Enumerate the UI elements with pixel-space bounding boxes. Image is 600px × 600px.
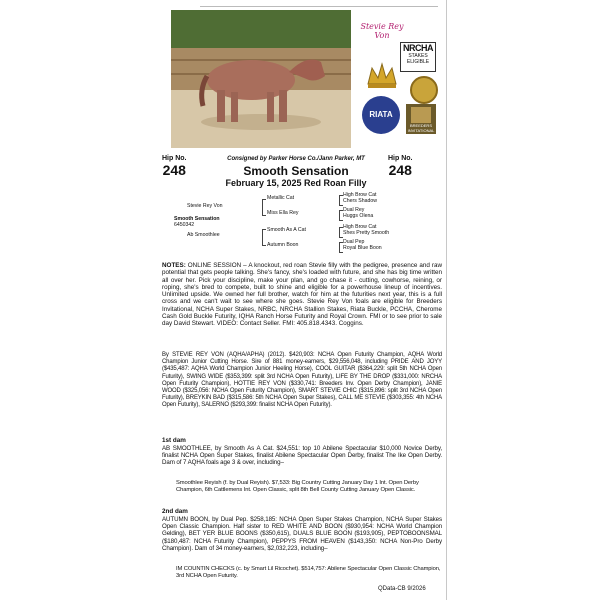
notes-label: NOTES:: [162, 262, 186, 269]
notes-paragraph: [162, 262, 442, 328]
pedigree-sire-sire: Metallic Cat: [267, 195, 295, 201]
second-dam-heading: 2nd dam: [162, 508, 188, 515]
pedigree-g4: Huggs Olena: [343, 213, 374, 219]
first-dam-produce: Smoothlee Reyish (f. by Dual Reyish). $7,533: Big Country Cutting January Day 1 Int. Open Derby Champion, 6th Cattlemens Int. Open Classic, split 8th Bell County Cutting January Open Classic.: [176, 480, 419, 493]
nrcha-logo-line2: STAKES: [408, 53, 428, 59]
pedigree-g7: Dual Pep: [343, 239, 365, 245]
pedigree-subject-name: Smooth Sensation: [174, 216, 220, 222]
hip-value-right: 248: [388, 162, 412, 178]
page-edge-rule: [446, 0, 447, 600]
sire-signature-text: Stevie Rey Von: [360, 22, 404, 40]
birth-line: February 15, 2025 Red Roan Filly: [225, 178, 367, 188]
first-dam-heading: 1st dam: [162, 437, 186, 444]
pedigree-dam: Ab Smoothlee: [187, 232, 220, 238]
pedigree-dam-sire: Smooth As A Cat: [267, 227, 306, 233]
first-dam-paragraph: AB SMOOTHLEE, by Smooth As A Cat. $24,551: top 10 Abilene Spectacular $10,000 Novice Derby, finalist NCHA Open Super Stakes, finalist Abilene Spectacular Open Derby, finalist The Ike Open Derby. Dam of 7 AQHA foals age 3 & over, including–: [162, 445, 442, 467]
pedigree-g8: Royal Blue Boon: [343, 245, 382, 251]
hip-label-left: Hip No.: [162, 155, 187, 162]
pedigree-g6: Shes Pretty Smooth: [343, 230, 390, 236]
riata-buckle-logo: [362, 96, 400, 134]
nrcha-logo-line3: ELIGIBLE: [406, 59, 430, 65]
gold-buckle-medal-icon: [410, 76, 438, 104]
breeders-logo-text: BREEDERS INVITATIONAL: [407, 123, 435, 133]
pedigree-dam-dam: Autumn Boon: [267, 242, 299, 248]
notes-text: ONLINE SESSION – A knockout, red roan Stevie filly with the pedigree, presence and raw potential that gets people talking. She's fancy, she's loaded with future, and she has big time written all over her. Pick your discipline, make your plan, and go chase it - cutting, cowhorse, reining, or roping, she's bred to compete, built to shine and eligible for a powerhouse lineup of incentives. Unlimited upside. We owned her full brother, watch for him at the futurities next year, this is a full cross and we can't wait to see where she goes. Stevie Rey Von foals are eligible for Breeders Invitational, NCHA Super Stakes, NRBC, NRCHA Stallion Stakes, Riata Buckle, PCCHA, Cherome Cash Gold Buckle Futurity, IQHA Ranch Horse Futurity and Royal Crown. FMI or to see prior to sale day David Stewart. VIDEO: Contact Seller. FMI: 405.818.4343. Coggins.: [162, 262, 442, 328]
second-dam-produce: IM COUNTIN CHECKS (c. by Smart Lil Ricochet). $514,757: Abilene Spectacular Open Classic Champion, 3rd NCHA Open Futurity.: [176, 566, 441, 579]
pedigree-g1: High Brow Cat: [343, 192, 377, 198]
qdata-footer: QData-CB 9/2026: [378, 586, 426, 592]
riata-logo-text: RIATA: [369, 110, 393, 119]
pedigree-g3: Dual Rey: [343, 207, 365, 213]
sire-record-paragraph: By STEVIE REY VON (AQHA/APHA) (2012). $420,903: NCHA Open Futurity Champion, AQHA World Champion Junior Cutting Horse. Sire of 881 money-earners, $29,556,048, including PRIDE AND JOYY ($435,487: AQHA World Champion Junior Heeling Horse), COOL GUITAR ($364,229: split 5th NCHA Open Futurity), SWING WIDE ($353,399: split 3rd NCHA Open Futurity), LIFE BY THE DROP ($331,000: NRCHA Open Futurity Champion), HOTTIE REY VON ($330,741: Breeders Inv. Open Derby Champion), JANIE WOOD ($325,056: NCHA Open Futurity Champion), SMART STEVIE CHIC ($315,896: split 3rd NCHA Open Futurity), BREYKIN BAD ($315,586: 5th NCHA Open Super Stakes), CALL ME STEVIE ($303,355: 4th NCHA Open Futurity), SALERNO ($293,399: finalist NCHA Open Futurity).: [162, 352, 442, 409]
pedigree-sire: Stevie Rey Von: [187, 203, 223, 209]
hip-label-right: Hip No.: [388, 155, 413, 162]
pedigree-g5: High Brow Cat: [343, 224, 377, 230]
hip-value-left: 248: [162, 162, 186, 178]
pedigree-g2: Chers Shadow: [343, 198, 378, 204]
consignor-line: Consigned by Parker Horse Co./Jann Parker, MT: [227, 156, 365, 162]
nrcha-stakes-logo: [400, 42, 436, 72]
second-dam-paragraph: AUTUMN BOON, by Dual Pep. $258,185: NCHA Open Super Stakes Champion, NCHA Super Stakes Open Classic Champion. Half sister to RED WHITE AND BOON ($930,954: NCHA World Champion Gelding), BET YER BLUE BOONS ($350,615), DUALS BLUE BOON ($193,905), PEPTOBOONSMAL ($180,487: NCHA Futurity Champion), PEPPYS FROM HEAVEN ($143,350: NCHA Non-Pro Derby Champion). Dam of 34 money-earners, $2,032,223, including–: [162, 516, 442, 552]
royal-crown-icon: [364, 60, 400, 90]
bracket-sire: [262, 199, 266, 216]
breeders-invitational-logo: [406, 104, 436, 134]
bracket-dam: [262, 229, 266, 246]
horse-photo: [171, 10, 351, 148]
pedigree-sire-dam: Miss Ella Rey: [267, 210, 299, 216]
nrcha-logo-line1: NRCHA: [403, 43, 433, 53]
hip-number-left: [162, 155, 187, 178]
top-cap-rule: [200, 0, 438, 7]
pedigree-reg-number: 6450342: [174, 222, 195, 228]
breeders-horse-icon: [411, 107, 431, 123]
horse-name: Smooth Sensation: [243, 164, 349, 178]
